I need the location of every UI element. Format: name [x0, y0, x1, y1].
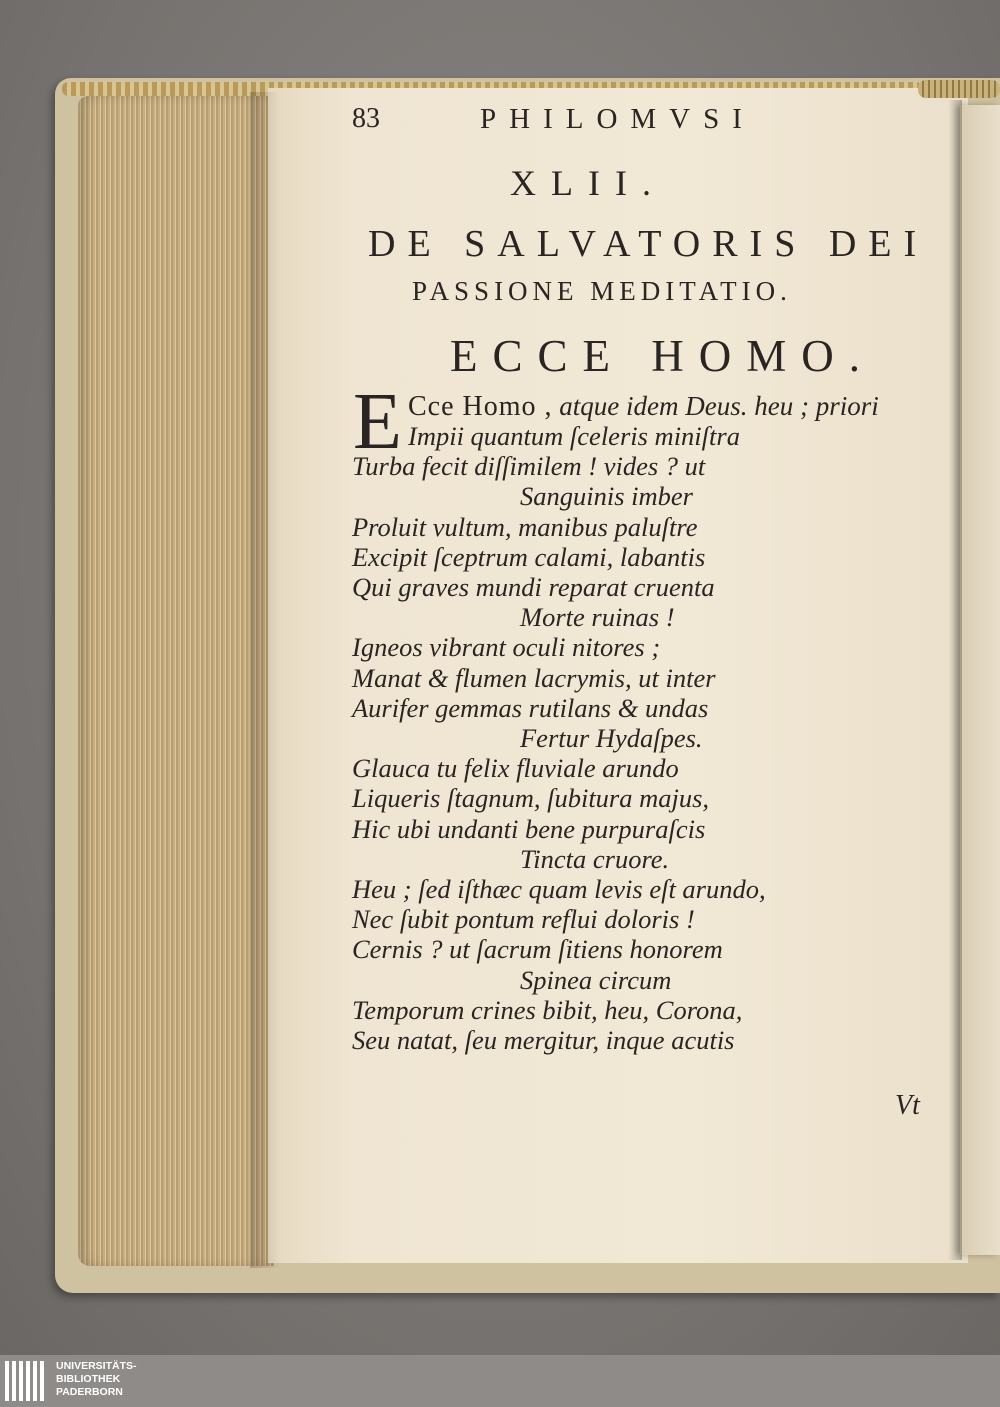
ribbon-bookmark: [918, 80, 1000, 98]
verse-line: Morte ruinas !: [520, 602, 675, 633]
library-logo-icon: [5, 1361, 51, 1401]
verse-line: Proluit vultum, manibus paluſtre: [352, 511, 698, 542]
title-line-1: DE SALVATORIS DEI: [368, 223, 929, 265]
verse-line: Sanguinis imber: [520, 481, 693, 512]
page-number: 83: [352, 103, 380, 134]
library-logo-text: [56, 1360, 137, 1399]
verse-line: Glauca tu felix fluviale arundo: [352, 753, 679, 784]
verse-line: Qui graves mundi reparat cruenta: [352, 572, 715, 602]
verse-line: Nec ſubit pontum reflui doloris !: [352, 904, 695, 935]
logo-line-3: PADERBORN: [56, 1386, 123, 1398]
verse-line: Manat & flumen lacrymis, ut inter: [352, 662, 716, 693]
running-head: PHILOMVSI: [480, 103, 755, 135]
section-number: XLII.: [510, 163, 666, 203]
logo-line-1: UNIVERSITÄTS-: [56, 1360, 137, 1372]
facing-page-edge: [960, 105, 1000, 1255]
verse-line: Igneos vibrant oculi nitores ;: [352, 632, 661, 663]
drop-cap: E: [353, 378, 402, 466]
verse-line: Spinea circum: [520, 964, 672, 995]
catchword: Vt: [895, 1090, 920, 1121]
library-footer: [0, 1355, 1000, 1407]
title-line-2: PASSIONE MEDITATIO.: [412, 276, 792, 306]
first-line-rest: atque idem Deus. heu ; priori: [552, 391, 879, 421]
first-verse-line: [408, 391, 879, 423]
logo-line-2: BIBLIOTHEK: [56, 1373, 121, 1385]
verse-line: Seu natat, ſeu mergitur, inque acutis: [352, 1025, 735, 1055]
verse-line: Turba fecit diſſimilem ! vides ? ut: [352, 451, 706, 482]
first-line-caps: Cce Homo ,: [408, 391, 553, 422]
verse-line: Temporum crines bibit, heu, Corona,: [352, 994, 743, 1025]
verse-line: Impii quantum ſceleris miniſtra: [408, 421, 740, 451]
verse-line: Hic ubi undanti bene purpuraſcis: [352, 813, 706, 844]
spine-shadow: [250, 92, 280, 1268]
verse-line: Cernis ? ut ſacrum ſitiens honorem: [352, 934, 723, 965]
gutter-shadow: [948, 100, 962, 1260]
page-block-edge: [78, 96, 274, 1266]
verse-line: Liqueris ſtagnum, ſubitura majus,: [352, 783, 710, 814]
verse-line: Heu ; ſed iſthæc quam levis eſt arundo,: [352, 874, 766, 904]
verse-line: Tincta cruore.: [520, 843, 670, 874]
verse-line: Excipit ſceptrum calami, labantis: [352, 541, 706, 572]
verse-line: Fertur Hydaſpes.: [520, 723, 703, 753]
title-line-3: ECCE HOMO.: [450, 331, 876, 381]
verse-line: Aurifer gemmas rutilans & undas: [352, 692, 709, 723]
